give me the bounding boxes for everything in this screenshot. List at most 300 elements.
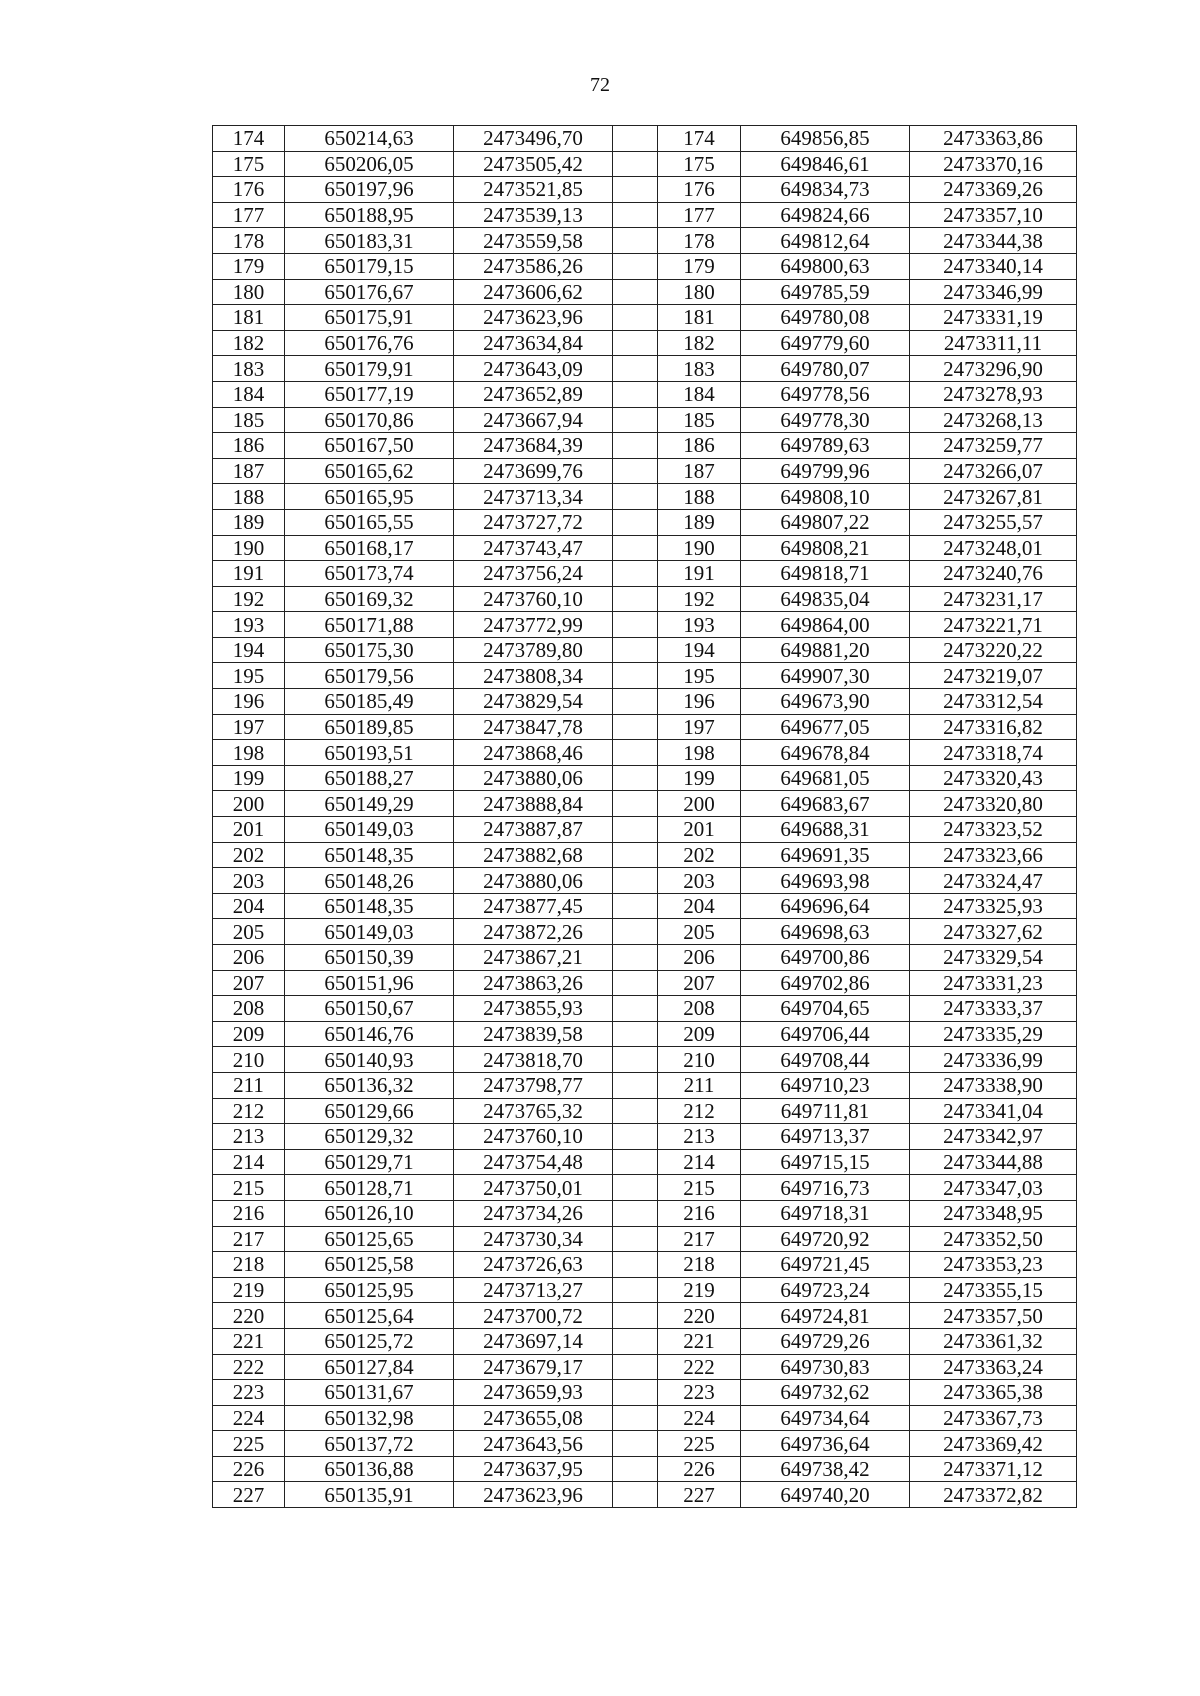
empty-separator-cell	[613, 842, 658, 868]
point-number-right-cell: 211	[658, 1072, 741, 1098]
point-number-left-cell: 226	[213, 1456, 285, 1482]
point-number-left-cell: 219	[213, 1277, 285, 1303]
x-coordinate-right-cell: 649778,30	[741, 407, 910, 433]
x-coordinate-left-cell: 650148,35	[285, 893, 454, 919]
x-coordinate-left-cell: 650169,32	[285, 586, 454, 612]
empty-separator-cell	[613, 868, 658, 894]
table-row	[213, 1303, 1077, 1329]
point-number-left-cell: 204	[213, 893, 285, 919]
x-coordinate-right-cell: 649723,24	[741, 1277, 910, 1303]
point-number-right-cell: 191	[658, 561, 741, 587]
y-coordinate-right-cell: 2473318,74	[910, 740, 1077, 766]
point-number-right-cell: 208	[658, 996, 741, 1022]
table-row	[213, 484, 1077, 510]
y-coordinate-right-cell: 2473338,90	[910, 1072, 1077, 1098]
table-row	[213, 561, 1077, 587]
y-coordinate-right-cell: 2473369,26	[910, 177, 1077, 203]
y-coordinate-right-cell: 2473365,38	[910, 1380, 1077, 1406]
table-row	[213, 1328, 1077, 1354]
empty-separator-cell	[613, 356, 658, 382]
y-coordinate-left-cell: 2473847,78	[454, 714, 613, 740]
empty-separator-cell	[613, 1226, 658, 1252]
x-coordinate-left-cell: 650131,67	[285, 1380, 454, 1406]
x-coordinate-left-cell: 650165,55	[285, 509, 454, 535]
y-coordinate-right-cell: 2473353,23	[910, 1252, 1077, 1278]
y-coordinate-right-cell: 2473344,88	[910, 1149, 1077, 1175]
point-number-right-cell: 205	[658, 919, 741, 945]
y-coordinate-left-cell: 2473743,47	[454, 535, 613, 561]
y-coordinate-left-cell: 2473667,94	[454, 407, 613, 433]
x-coordinate-right-cell: 649864,00	[741, 612, 910, 638]
y-coordinate-left-cell: 2473750,01	[454, 1175, 613, 1201]
y-coordinate-right-cell: 2473320,43	[910, 765, 1077, 791]
empty-separator-cell	[613, 202, 658, 228]
y-coordinate-right-cell: 2473311,11	[910, 330, 1077, 356]
point-number-right-cell: 182	[658, 330, 741, 356]
y-coordinate-left-cell: 2473539,13	[454, 202, 613, 228]
table-row	[213, 279, 1077, 305]
point-number-right-cell: 183	[658, 356, 741, 382]
y-coordinate-left-cell: 2473760,10	[454, 586, 613, 612]
y-coordinate-right-cell: 2473361,32	[910, 1328, 1077, 1354]
point-number-left-cell: 199	[213, 765, 285, 791]
empty-separator-cell	[613, 407, 658, 433]
y-coordinate-right-cell: 2473266,07	[910, 458, 1077, 484]
table-row	[213, 1252, 1077, 1278]
empty-separator-cell	[613, 535, 658, 561]
y-coordinate-left-cell: 2473765,32	[454, 1098, 613, 1124]
y-coordinate-right-cell: 2473312,54	[910, 689, 1077, 715]
table-row	[213, 151, 1077, 177]
point-number-right-cell: 210	[658, 1047, 741, 1073]
x-coordinate-right-cell: 649708,44	[741, 1047, 910, 1073]
y-coordinate-left-cell: 2473586,26	[454, 253, 613, 279]
point-number-right-cell: 179	[658, 253, 741, 279]
x-coordinate-left-cell: 650165,95	[285, 484, 454, 510]
y-coordinate-right-cell: 2473370,16	[910, 151, 1077, 177]
empty-separator-cell	[613, 1482, 658, 1508]
x-coordinate-right-cell: 649799,96	[741, 458, 910, 484]
y-coordinate-right-cell: 2473341,04	[910, 1098, 1077, 1124]
point-number-left-cell: 223	[213, 1380, 285, 1406]
x-coordinate-right-cell: 649729,26	[741, 1328, 910, 1354]
point-number-left-cell: 224	[213, 1405, 285, 1431]
coordinates-table	[212, 125, 1077, 1508]
table-row	[213, 535, 1077, 561]
y-coordinate-right-cell: 2473316,82	[910, 714, 1077, 740]
table-row	[213, 1405, 1077, 1431]
x-coordinate-left-cell: 650176,67	[285, 279, 454, 305]
table-row	[213, 177, 1077, 203]
x-coordinate-left-cell: 650137,72	[285, 1431, 454, 1457]
y-coordinate-left-cell: 2473643,09	[454, 356, 613, 382]
point-number-right-cell: 217	[658, 1226, 741, 1252]
y-coordinate-right-cell: 2473371,12	[910, 1456, 1077, 1482]
empty-separator-cell	[613, 484, 658, 510]
empty-separator-cell	[613, 509, 658, 535]
table-row	[213, 1380, 1077, 1406]
point-number-right-cell: 174	[658, 126, 741, 152]
point-number-right-cell: 226	[658, 1456, 741, 1482]
y-coordinate-right-cell: 2473220,22	[910, 637, 1077, 663]
point-number-left-cell: 216	[213, 1200, 285, 1226]
x-coordinate-right-cell: 649715,15	[741, 1149, 910, 1175]
x-coordinate-right-cell: 649673,90	[741, 689, 910, 715]
empty-separator-cell	[613, 1021, 658, 1047]
y-coordinate-left-cell: 2473637,95	[454, 1456, 613, 1482]
table-row	[213, 1431, 1077, 1457]
y-coordinate-right-cell: 2473369,42	[910, 1431, 1077, 1457]
x-coordinate-left-cell: 650175,91	[285, 305, 454, 331]
x-coordinate-right-cell: 649693,98	[741, 868, 910, 894]
y-coordinate-left-cell: 2473659,93	[454, 1380, 613, 1406]
x-coordinate-left-cell: 650185,49	[285, 689, 454, 715]
empty-separator-cell	[613, 1277, 658, 1303]
table-row	[213, 330, 1077, 356]
point-number-right-cell: 225	[658, 1431, 741, 1457]
point-number-right-cell: 190	[658, 535, 741, 561]
table-row	[213, 228, 1077, 254]
empty-separator-cell	[613, 1328, 658, 1354]
x-coordinate-left-cell: 650177,19	[285, 381, 454, 407]
table-row	[213, 1047, 1077, 1073]
point-number-left-cell: 209	[213, 1021, 285, 1047]
y-coordinate-right-cell: 2473329,54	[910, 945, 1077, 971]
y-coordinate-right-cell: 2473221,71	[910, 612, 1077, 638]
table-row	[213, 1149, 1077, 1175]
y-coordinate-left-cell: 2473839,58	[454, 1021, 613, 1047]
table-row	[213, 586, 1077, 612]
point-number-right-cell: 218	[658, 1252, 741, 1278]
x-coordinate-right-cell: 649734,64	[741, 1405, 910, 1431]
table-row	[213, 791, 1077, 817]
empty-separator-cell	[613, 637, 658, 663]
point-number-right-cell: 175	[658, 151, 741, 177]
x-coordinate-left-cell: 650146,76	[285, 1021, 454, 1047]
y-coordinate-right-cell: 2473352,50	[910, 1226, 1077, 1252]
point-number-right-cell: 201	[658, 817, 741, 843]
point-number-right-cell: 206	[658, 945, 741, 971]
point-number-left-cell: 187	[213, 458, 285, 484]
empty-separator-cell	[613, 1354, 658, 1380]
table-row	[213, 356, 1077, 382]
table-row	[213, 945, 1077, 971]
x-coordinate-left-cell: 650149,03	[285, 919, 454, 945]
table-row	[213, 253, 1077, 279]
table-row	[213, 1456, 1077, 1482]
table-row	[213, 202, 1077, 228]
point-number-right-cell: 196	[658, 689, 741, 715]
point-number-left-cell: 207	[213, 970, 285, 996]
point-number-right-cell: 200	[658, 791, 741, 817]
y-coordinate-left-cell: 2473772,99	[454, 612, 613, 638]
table-row	[213, 1021, 1077, 1047]
x-coordinate-right-cell: 649736,64	[741, 1431, 910, 1457]
point-number-left-cell: 206	[213, 945, 285, 971]
x-coordinate-left-cell: 650176,76	[285, 330, 454, 356]
y-coordinate-right-cell: 2473333,37	[910, 996, 1077, 1022]
empty-separator-cell	[613, 765, 658, 791]
y-coordinate-left-cell: 2473888,84	[454, 791, 613, 817]
table-row	[213, 765, 1077, 791]
point-number-right-cell: 204	[658, 893, 741, 919]
empty-separator-cell	[613, 228, 658, 254]
empty-separator-cell	[613, 330, 658, 356]
table-row	[213, 509, 1077, 535]
empty-separator-cell	[613, 740, 658, 766]
x-coordinate-left-cell: 650148,35	[285, 842, 454, 868]
y-coordinate-left-cell: 2473868,46	[454, 740, 613, 766]
y-coordinate-right-cell: 2473323,66	[910, 842, 1077, 868]
point-number-right-cell: 227	[658, 1482, 741, 1508]
empty-separator-cell	[613, 1124, 658, 1150]
point-number-left-cell: 186	[213, 433, 285, 459]
x-coordinate-left-cell: 650127,84	[285, 1354, 454, 1380]
x-coordinate-left-cell: 650183,31	[285, 228, 454, 254]
empty-separator-cell	[613, 1252, 658, 1278]
table-row	[213, 612, 1077, 638]
empty-separator-cell	[613, 381, 658, 407]
y-coordinate-right-cell: 2473327,62	[910, 919, 1077, 945]
empty-separator-cell	[613, 177, 658, 203]
x-coordinate-right-cell: 649730,83	[741, 1354, 910, 1380]
x-coordinate-right-cell: 649846,61	[741, 151, 910, 177]
point-number-right-cell: 221	[658, 1328, 741, 1354]
x-coordinate-left-cell: 650136,88	[285, 1456, 454, 1482]
table-row	[213, 1175, 1077, 1201]
y-coordinate-left-cell: 2473789,80	[454, 637, 613, 663]
y-coordinate-right-cell: 2473325,93	[910, 893, 1077, 919]
table-row	[213, 407, 1077, 433]
y-coordinate-left-cell: 2473559,58	[454, 228, 613, 254]
table-row	[213, 1200, 1077, 1226]
point-number-left-cell: 217	[213, 1226, 285, 1252]
x-coordinate-right-cell: 649700,86	[741, 945, 910, 971]
y-coordinate-left-cell: 2473684,39	[454, 433, 613, 459]
y-coordinate-right-cell: 2473331,19	[910, 305, 1077, 331]
x-coordinate-left-cell: 650125,64	[285, 1303, 454, 1329]
x-coordinate-left-cell: 650150,39	[285, 945, 454, 971]
y-coordinate-left-cell: 2473863,26	[454, 970, 613, 996]
table-row	[213, 1277, 1077, 1303]
x-coordinate-left-cell: 650135,91	[285, 1482, 454, 1508]
table-row	[213, 714, 1077, 740]
point-number-right-cell: 207	[658, 970, 741, 996]
x-coordinate-left-cell: 650125,58	[285, 1252, 454, 1278]
x-coordinate-right-cell: 649681,05	[741, 765, 910, 791]
table-row	[213, 663, 1077, 689]
x-coordinate-left-cell: 650189,85	[285, 714, 454, 740]
y-coordinate-left-cell: 2473829,54	[454, 689, 613, 715]
y-coordinate-right-cell: 2473363,86	[910, 126, 1077, 152]
point-number-left-cell: 198	[213, 740, 285, 766]
point-number-right-cell: 213	[658, 1124, 741, 1150]
point-number-right-cell: 192	[658, 586, 741, 612]
table-row	[213, 996, 1077, 1022]
empty-separator-cell	[613, 1047, 658, 1073]
x-coordinate-right-cell: 649780,08	[741, 305, 910, 331]
point-number-left-cell: 222	[213, 1354, 285, 1380]
y-coordinate-left-cell: 2473505,42	[454, 151, 613, 177]
y-coordinate-left-cell: 2473734,26	[454, 1200, 613, 1226]
point-number-left-cell: 188	[213, 484, 285, 510]
x-coordinate-left-cell: 650136,32	[285, 1072, 454, 1098]
x-coordinate-right-cell: 649677,05	[741, 714, 910, 740]
x-coordinate-left-cell: 650129,32	[285, 1124, 454, 1150]
y-coordinate-right-cell: 2473335,29	[910, 1021, 1077, 1047]
empty-separator-cell	[613, 970, 658, 996]
point-number-left-cell: 203	[213, 868, 285, 894]
point-number-left-cell: 181	[213, 305, 285, 331]
x-coordinate-left-cell: 650126,10	[285, 1200, 454, 1226]
point-number-left-cell: 191	[213, 561, 285, 587]
table-row	[213, 842, 1077, 868]
point-number-left-cell: 202	[213, 842, 285, 868]
empty-separator-cell	[613, 612, 658, 638]
empty-separator-cell	[613, 1380, 658, 1406]
point-number-left-cell: 194	[213, 637, 285, 663]
point-number-left-cell: 178	[213, 228, 285, 254]
point-number-right-cell: 219	[658, 1277, 741, 1303]
x-coordinate-right-cell: 649780,07	[741, 356, 910, 382]
x-coordinate-left-cell: 650179,15	[285, 253, 454, 279]
x-coordinate-left-cell: 650188,95	[285, 202, 454, 228]
empty-separator-cell	[613, 996, 658, 1022]
point-number-left-cell: 183	[213, 356, 285, 382]
point-number-left-cell: 182	[213, 330, 285, 356]
point-number-left-cell: 201	[213, 817, 285, 843]
x-coordinate-right-cell: 649738,42	[741, 1456, 910, 1482]
x-coordinate-left-cell: 650193,51	[285, 740, 454, 766]
table-row	[213, 1124, 1077, 1150]
point-number-right-cell: 176	[658, 177, 741, 203]
x-coordinate-right-cell: 649824,66	[741, 202, 910, 228]
y-coordinate-right-cell: 2473255,57	[910, 509, 1077, 535]
point-number-left-cell: 176	[213, 177, 285, 203]
x-coordinate-right-cell: 649785,59	[741, 279, 910, 305]
y-coordinate-right-cell: 2473347,03	[910, 1175, 1077, 1201]
x-coordinate-left-cell: 650179,56	[285, 663, 454, 689]
y-coordinate-left-cell: 2473713,27	[454, 1277, 613, 1303]
empty-separator-cell	[613, 1098, 658, 1124]
empty-separator-cell	[613, 714, 658, 740]
point-number-left-cell: 208	[213, 996, 285, 1022]
empty-separator-cell	[613, 945, 658, 971]
point-number-left-cell: 179	[213, 253, 285, 279]
point-number-left-cell: 192	[213, 586, 285, 612]
table-row	[213, 893, 1077, 919]
x-coordinate-left-cell: 650150,67	[285, 996, 454, 1022]
y-coordinate-left-cell: 2473756,24	[454, 561, 613, 587]
x-coordinate-left-cell: 650179,91	[285, 356, 454, 382]
y-coordinate-left-cell: 2473855,93	[454, 996, 613, 1022]
point-number-left-cell: 210	[213, 1047, 285, 1073]
point-number-left-cell: 227	[213, 1482, 285, 1508]
table-row	[213, 970, 1077, 996]
empty-separator-cell	[613, 1303, 658, 1329]
empty-separator-cell	[613, 1431, 658, 1457]
table-row	[213, 817, 1077, 843]
y-coordinate-left-cell: 2473697,14	[454, 1328, 613, 1354]
x-coordinate-right-cell: 649702,86	[741, 970, 910, 996]
y-coordinate-right-cell: 2473259,77	[910, 433, 1077, 459]
x-coordinate-left-cell: 650149,03	[285, 817, 454, 843]
y-coordinate-left-cell: 2473808,34	[454, 663, 613, 689]
y-coordinate-left-cell: 2473655,08	[454, 1405, 613, 1431]
x-coordinate-right-cell: 649724,81	[741, 1303, 910, 1329]
point-number-right-cell: 212	[658, 1098, 741, 1124]
x-coordinate-left-cell: 650175,30	[285, 637, 454, 663]
x-coordinate-right-cell: 649718,31	[741, 1200, 910, 1226]
x-coordinate-right-cell: 649778,56	[741, 381, 910, 407]
point-number-left-cell: 218	[213, 1252, 285, 1278]
empty-separator-cell	[613, 663, 658, 689]
table-row	[213, 637, 1077, 663]
x-coordinate-right-cell: 649856,85	[741, 126, 910, 152]
empty-separator-cell	[613, 1072, 658, 1098]
x-coordinate-left-cell: 650173,74	[285, 561, 454, 587]
y-coordinate-right-cell: 2473342,97	[910, 1124, 1077, 1150]
point-number-left-cell: 205	[213, 919, 285, 945]
empty-separator-cell	[613, 689, 658, 715]
point-number-left-cell: 174	[213, 126, 285, 152]
point-number-right-cell: 193	[658, 612, 741, 638]
x-coordinate-right-cell: 649706,44	[741, 1021, 910, 1047]
y-coordinate-right-cell: 2473231,17	[910, 586, 1077, 612]
y-coordinate-left-cell: 2473867,21	[454, 945, 613, 971]
x-coordinate-right-cell: 649721,45	[741, 1252, 910, 1278]
y-coordinate-right-cell: 2473267,81	[910, 484, 1077, 510]
table-row	[213, 689, 1077, 715]
point-number-left-cell: 185	[213, 407, 285, 433]
point-number-right-cell: 185	[658, 407, 741, 433]
x-coordinate-right-cell: 649678,84	[741, 740, 910, 766]
y-coordinate-left-cell: 2473652,89	[454, 381, 613, 407]
point-number-left-cell: 212	[213, 1098, 285, 1124]
point-number-right-cell: 180	[658, 279, 741, 305]
point-number-right-cell: 223	[658, 1380, 741, 1406]
empty-separator-cell	[613, 1405, 658, 1431]
point-number-right-cell: 199	[658, 765, 741, 791]
point-number-right-cell: 184	[658, 381, 741, 407]
point-number-right-cell: 198	[658, 740, 741, 766]
y-coordinate-right-cell: 2473340,14	[910, 253, 1077, 279]
y-coordinate-left-cell: 2473730,34	[454, 1226, 613, 1252]
y-coordinate-left-cell: 2473880,06	[454, 868, 613, 894]
x-coordinate-left-cell: 650165,62	[285, 458, 454, 484]
x-coordinate-right-cell: 649818,71	[741, 561, 910, 587]
point-number-left-cell: 215	[213, 1175, 285, 1201]
y-coordinate-left-cell: 2473887,87	[454, 817, 613, 843]
y-coordinate-left-cell: 2473818,70	[454, 1047, 613, 1073]
point-number-left-cell: 225	[213, 1431, 285, 1457]
empty-separator-cell	[613, 1149, 658, 1175]
x-coordinate-left-cell: 650149,29	[285, 791, 454, 817]
x-coordinate-right-cell: 649807,22	[741, 509, 910, 535]
y-coordinate-right-cell: 2473357,10	[910, 202, 1077, 228]
x-coordinate-left-cell: 650129,66	[285, 1098, 454, 1124]
table-row	[213, 740, 1077, 766]
y-coordinate-left-cell: 2473643,56	[454, 1431, 613, 1457]
empty-separator-cell	[613, 253, 658, 279]
empty-separator-cell	[613, 586, 658, 612]
x-coordinate-right-cell: 649779,60	[741, 330, 910, 356]
y-coordinate-left-cell: 2473882,68	[454, 842, 613, 868]
empty-separator-cell	[613, 1175, 658, 1201]
empty-separator-cell	[613, 433, 658, 459]
x-coordinate-left-cell: 650132,98	[285, 1405, 454, 1431]
point-number-right-cell: 222	[658, 1354, 741, 1380]
